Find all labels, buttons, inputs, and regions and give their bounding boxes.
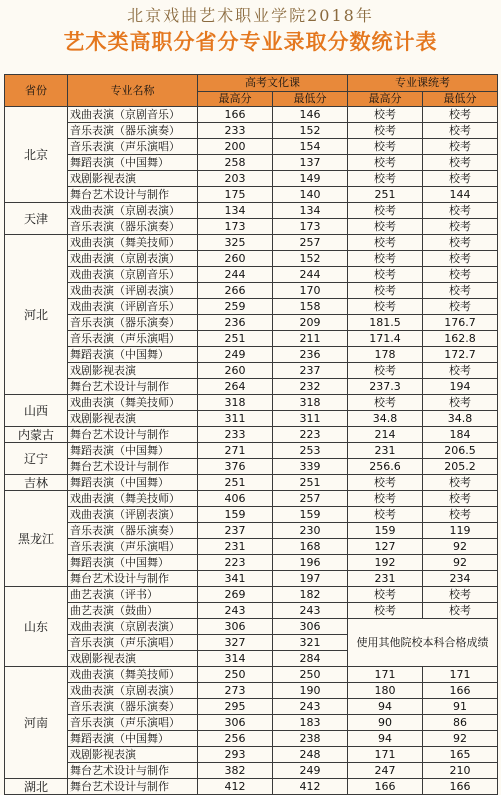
province-cell: 内蒙古 xyxy=(5,427,68,443)
table-row xyxy=(5,555,498,571)
culture-max-cell: 237 xyxy=(198,523,273,539)
table-row xyxy=(5,331,498,347)
major-cell: 舞蹈表演（中国舞） xyxy=(68,347,198,363)
culture-min-cell: 249 xyxy=(273,763,348,779)
exam-max-cell: 校考 xyxy=(348,587,423,603)
province-cell: 黑龙江 xyxy=(5,491,68,587)
culture-min-cell: 196 xyxy=(273,555,348,571)
major-cell: 舞蹈表演（中国舞） xyxy=(68,731,198,747)
exam-max-cell: 校考 xyxy=(348,123,423,139)
exam-min-cell: 166 xyxy=(423,683,498,699)
culture-min-cell: 154 xyxy=(273,139,348,155)
table-row xyxy=(5,587,498,603)
culture-max-cell: 258 xyxy=(198,155,273,171)
culture-max-cell: 327 xyxy=(198,635,273,651)
table-row xyxy=(5,411,498,427)
culture-max-cell: 134 xyxy=(198,203,273,219)
culture-min-cell: 146 xyxy=(273,107,348,123)
exam-min-cell: 184 xyxy=(423,427,498,443)
province-cell: 河南 xyxy=(5,667,68,779)
table-row xyxy=(5,459,498,475)
province-cell: 吉林 xyxy=(5,475,68,491)
exam-min-cell: 校考 xyxy=(423,299,498,315)
major-cell: 戏曲表演（京剧表演） xyxy=(68,619,198,635)
exam-min-cell: 206.5 xyxy=(423,443,498,459)
exam-min-cell: 校考 xyxy=(423,507,498,523)
culture-min-cell: 140 xyxy=(273,187,348,203)
culture-max-cell: 260 xyxy=(198,251,273,267)
table-row xyxy=(5,123,498,139)
culture-min-cell: 137 xyxy=(273,155,348,171)
major-cell: 戏曲表演（舞美技师） xyxy=(68,235,198,251)
exam-min-cell: 校考 xyxy=(423,139,498,155)
major-cell: 舞台艺术设计与制作 xyxy=(68,571,198,587)
header-major: 专业名称 xyxy=(68,75,198,107)
culture-max-cell: 233 xyxy=(198,123,273,139)
culture-max-cell: 382 xyxy=(198,763,273,779)
major-cell: 音乐表演（声乐演唱） xyxy=(68,715,198,731)
culture-max-cell: 318 xyxy=(198,395,273,411)
table-row xyxy=(5,379,498,395)
table-row xyxy=(5,155,498,171)
exam-min-cell: 162.8 xyxy=(423,331,498,347)
culture-min-cell: 311 xyxy=(273,411,348,427)
major-cell: 舞台艺术设计与制作 xyxy=(68,763,198,779)
exam-min-cell: 校考 xyxy=(423,203,498,219)
culture-min-cell: 250 xyxy=(273,667,348,683)
table-row xyxy=(5,491,498,507)
exam-max-cell: 校考 xyxy=(348,107,423,123)
exam-max-cell: 校考 xyxy=(348,267,423,283)
culture-min-cell: 190 xyxy=(273,683,348,699)
culture-min-cell: 170 xyxy=(273,283,348,299)
exam-max-cell: 237.3 xyxy=(348,379,423,395)
culture-min-cell: 318 xyxy=(273,395,348,411)
major-cell: 戏剧影视表演 xyxy=(68,651,198,667)
table-row xyxy=(5,715,498,731)
school-year-header: 北京戏曲艺术职业学院2018年 xyxy=(127,5,374,25)
culture-min-cell: 158 xyxy=(273,299,348,315)
major-cell: 音乐表演（声乐演唱） xyxy=(68,331,198,347)
table-row xyxy=(5,683,498,699)
table-row xyxy=(5,203,498,219)
exam-max-cell: 校考 xyxy=(348,363,423,379)
culture-max-cell: 203 xyxy=(198,171,273,187)
table-row xyxy=(5,187,498,203)
table-row xyxy=(5,299,498,315)
header-province: 省份 xyxy=(5,75,68,107)
culture-max-cell: 264 xyxy=(198,379,273,395)
culture-min-cell: 159 xyxy=(273,507,348,523)
culture-min-cell: 243 xyxy=(273,603,348,619)
exam-min-cell: 91 xyxy=(423,699,498,715)
major-cell: 音乐表演（器乐演奏） xyxy=(68,699,198,715)
exam-max-cell: 校考 xyxy=(348,251,423,267)
table-row xyxy=(5,219,498,235)
major-cell: 戏曲表演（京剧表演） xyxy=(68,203,198,219)
province-cell: 湖北 xyxy=(5,779,68,795)
culture-max-cell: 260 xyxy=(198,363,273,379)
table-row xyxy=(5,667,498,683)
culture-max-cell: 406 xyxy=(198,491,273,507)
major-cell: 戏曲表演（京剧音乐） xyxy=(68,267,198,283)
table-row xyxy=(5,603,498,619)
culture-max-cell: 376 xyxy=(198,459,273,475)
table-row xyxy=(5,363,498,379)
major-cell: 音乐表演（器乐演奏） xyxy=(68,315,198,331)
exam-min-cell: 校考 xyxy=(423,123,498,139)
culture-min-cell: 149 xyxy=(273,171,348,187)
culture-min-cell: 134 xyxy=(273,203,348,219)
culture-max-cell: 231 xyxy=(198,539,273,555)
exam-min-cell: 171 xyxy=(423,667,498,683)
exam-min-cell: 86 xyxy=(423,715,498,731)
exam-max-cell: 251 xyxy=(348,187,423,203)
exam-min-cell: 校考 xyxy=(423,171,498,187)
exam-max-cell: 校考 xyxy=(348,603,423,619)
culture-max-cell: 233 xyxy=(198,427,273,443)
major-cell: 音乐表演（声乐演唱） xyxy=(68,635,198,651)
culture-min-cell: 173 xyxy=(273,219,348,235)
exam-max-cell: 校考 xyxy=(348,395,423,411)
culture-min-cell: 211 xyxy=(273,331,348,347)
exam-min-cell: 166 xyxy=(423,779,498,795)
table-row xyxy=(5,235,498,251)
culture-max-cell: 306 xyxy=(198,715,273,731)
exam-min-cell: 194 xyxy=(423,379,498,395)
culture-max-cell: 311 xyxy=(198,411,273,427)
major-cell: 音乐表演（器乐演奏） xyxy=(68,219,198,235)
exam-max-cell: 94 xyxy=(348,699,423,715)
exam-max-cell: 256.6 xyxy=(348,459,423,475)
exam-min-cell: 210 xyxy=(423,763,498,779)
exam-max-cell: 127 xyxy=(348,539,423,555)
major-cell: 舞台艺术设计与制作 xyxy=(68,187,198,203)
exam-max-cell: 171.4 xyxy=(348,331,423,347)
culture-min-cell: 253 xyxy=(273,443,348,459)
culture-min-cell: 257 xyxy=(273,491,348,507)
table-row xyxy=(5,139,498,155)
table-row xyxy=(5,475,498,491)
exam-min-cell: 校考 xyxy=(423,155,498,171)
header-culture-group: 高考文化课 xyxy=(198,75,348,92)
table-row xyxy=(5,763,498,779)
culture-max-cell: 251 xyxy=(198,331,273,347)
culture-max-cell: 271 xyxy=(198,443,273,459)
major-cell: 音乐表演（器乐演奏） xyxy=(68,123,198,139)
province-cell: 北京 xyxy=(5,107,68,203)
culture-min-cell: 183 xyxy=(273,715,348,731)
exam-max-cell: 94 xyxy=(348,731,423,747)
culture-min-cell: 238 xyxy=(273,731,348,747)
major-cell: 戏曲表演（评剧表演） xyxy=(68,507,198,523)
exam-max-cell: 校考 xyxy=(348,155,423,171)
major-cell: 舞蹈表演（中国舞） xyxy=(68,155,198,171)
exam-min-cell: 119 xyxy=(423,523,498,539)
exam-min-cell: 校考 xyxy=(423,395,498,411)
table-row xyxy=(5,779,498,795)
exam-min-cell: 172.7 xyxy=(423,347,498,363)
exam-max-cell: 90 xyxy=(348,715,423,731)
exam-max-cell: 校考 xyxy=(348,299,423,315)
culture-max-cell: 273 xyxy=(198,683,273,699)
exam-min-cell: 校考 xyxy=(423,587,498,603)
exam-max-cell: 校考 xyxy=(348,219,423,235)
culture-min-cell: 232 xyxy=(273,379,348,395)
table-row xyxy=(5,107,498,123)
major-cell: 舞蹈表演（中国舞） xyxy=(68,555,198,571)
table-row xyxy=(5,523,498,539)
province-cell: 天津 xyxy=(5,203,68,235)
major-cell: 戏曲表演（京剧表演） xyxy=(68,683,198,699)
culture-min-cell: 248 xyxy=(273,747,348,763)
exam-note-cell: 使用其他院校本科合格成绩 xyxy=(348,619,498,667)
culture-min-cell: 209 xyxy=(273,315,348,331)
header-exam-group: 专业课统考 xyxy=(348,75,498,92)
exam-max-cell: 247 xyxy=(348,763,423,779)
exam-max-cell: 171 xyxy=(348,747,423,763)
culture-max-cell: 250 xyxy=(198,667,273,683)
exam-max-cell: 校考 xyxy=(348,235,423,251)
table-row xyxy=(5,347,498,363)
table-row xyxy=(5,251,498,267)
culture-max-cell: 341 xyxy=(198,571,273,587)
exam-max-cell: 校考 xyxy=(348,203,423,219)
major-cell: 戏剧影视表演 xyxy=(68,747,198,763)
culture-max-cell: 173 xyxy=(198,219,273,235)
culture-min-cell: 306 xyxy=(273,619,348,635)
table-row xyxy=(5,443,498,459)
major-cell: 舞台艺术设计与制作 xyxy=(68,459,198,475)
table-row xyxy=(5,747,498,763)
exam-min-cell: 165 xyxy=(423,747,498,763)
table-row xyxy=(5,283,498,299)
culture-min-cell: 152 xyxy=(273,251,348,267)
culture-min-cell: 321 xyxy=(273,635,348,651)
major-cell: 戏曲表演（京剧表演） xyxy=(68,251,198,267)
table-row xyxy=(5,571,498,587)
culture-min-cell: 339 xyxy=(273,459,348,475)
exam-max-cell: 178 xyxy=(348,347,423,363)
culture-max-cell: 412 xyxy=(198,779,273,795)
culture-min-cell: 152 xyxy=(273,123,348,139)
table-row xyxy=(5,315,498,331)
table-body xyxy=(5,107,498,795)
exam-max-cell: 34.8 xyxy=(348,411,423,427)
table-row xyxy=(5,731,498,747)
exam-min-cell: 校考 xyxy=(423,475,498,491)
exam-max-cell: 166 xyxy=(348,779,423,795)
exam-min-cell: 校考 xyxy=(423,219,498,235)
table-row xyxy=(5,427,498,443)
province-cell: 辽宁 xyxy=(5,443,68,475)
major-cell: 戏曲表演（舞美技师） xyxy=(68,491,198,507)
major-cell: 音乐表演（声乐演唱） xyxy=(68,139,198,155)
major-cell: 戏曲表演（评剧音乐） xyxy=(68,299,198,315)
admission-score-table-wrapper xyxy=(4,74,497,795)
culture-min-cell: 223 xyxy=(273,427,348,443)
province-cell: 山西 xyxy=(5,395,68,427)
major-cell: 戏曲表演（舞美技师） xyxy=(68,667,198,683)
major-cell: 戏曲表演（评剧表演） xyxy=(68,283,198,299)
exam-min-cell: 校考 xyxy=(423,235,498,251)
table-row xyxy=(5,619,498,635)
exam-max-cell: 180 xyxy=(348,683,423,699)
culture-max-cell: 269 xyxy=(198,587,273,603)
culture-min-cell: 236 xyxy=(273,347,348,363)
table-row xyxy=(5,395,498,411)
document-title: 艺术类高职分省分专业录取分数统计表 xyxy=(63,30,438,54)
major-cell: 曲艺表演（评书） xyxy=(68,587,198,603)
exam-min-cell: 234 xyxy=(423,571,498,587)
major-cell: 舞蹈表演（中国舞） xyxy=(68,475,198,491)
header-exam-max: 最高分 xyxy=(348,92,423,107)
admission-score-table xyxy=(4,74,498,795)
major-cell: 舞台艺术设计与制作 xyxy=(68,779,198,795)
major-cell: 戏曲表演（舞美技师） xyxy=(68,395,198,411)
exam-min-cell: 校考 xyxy=(423,363,498,379)
culture-max-cell: 166 xyxy=(198,107,273,123)
exam-min-cell: 144 xyxy=(423,187,498,203)
culture-max-cell: 325 xyxy=(198,235,273,251)
exam-max-cell: 214 xyxy=(348,427,423,443)
major-cell: 戏剧影视表演 xyxy=(68,171,198,187)
exam-max-cell: 181.5 xyxy=(348,315,423,331)
culture-min-cell: 237 xyxy=(273,363,348,379)
exam-max-cell: 校考 xyxy=(348,475,423,491)
table-header xyxy=(5,75,498,107)
culture-max-cell: 266 xyxy=(198,283,273,299)
exam-min-cell: 校考 xyxy=(423,491,498,507)
exam-max-cell: 校考 xyxy=(348,491,423,507)
major-cell: 曲艺表演（鼓曲） xyxy=(68,603,198,619)
culture-max-cell: 314 xyxy=(198,651,273,667)
exam-min-cell: 校考 xyxy=(423,267,498,283)
culture-max-cell: 295 xyxy=(198,699,273,715)
major-cell: 舞台艺术设计与制作 xyxy=(68,427,198,443)
culture-max-cell: 200 xyxy=(198,139,273,155)
exam-max-cell: 校考 xyxy=(348,507,423,523)
header-culture-min: 最低分 xyxy=(273,92,348,107)
table-row xyxy=(5,507,498,523)
exam-min-cell: 校考 xyxy=(423,251,498,267)
table-row xyxy=(5,171,498,187)
culture-max-cell: 256 xyxy=(198,731,273,747)
major-cell: 戏剧影视表演 xyxy=(68,411,198,427)
culture-min-cell: 168 xyxy=(273,539,348,555)
culture-min-cell: 257 xyxy=(273,235,348,251)
major-cell: 音乐表演（器乐演奏） xyxy=(68,523,198,539)
province-cell: 山东 xyxy=(5,587,68,667)
culture-max-cell: 251 xyxy=(198,475,273,491)
exam-max-cell: 校考 xyxy=(348,171,423,187)
exam-max-cell: 231 xyxy=(348,571,423,587)
culture-max-cell: 249 xyxy=(198,347,273,363)
header-exam-min: 最低分 xyxy=(423,92,498,107)
exam-max-cell: 159 xyxy=(348,523,423,539)
culture-max-cell: 175 xyxy=(198,187,273,203)
culture-max-cell: 243 xyxy=(198,603,273,619)
exam-min-cell: 校考 xyxy=(423,283,498,299)
culture-min-cell: 284 xyxy=(273,651,348,667)
culture-min-cell: 412 xyxy=(273,779,348,795)
exam-min-cell: 176.7 xyxy=(423,315,498,331)
exam-max-cell: 231 xyxy=(348,443,423,459)
exam-min-cell: 92 xyxy=(423,539,498,555)
major-cell: 戏剧影视表演 xyxy=(68,363,198,379)
culture-min-cell: 230 xyxy=(273,523,348,539)
culture-max-cell: 236 xyxy=(198,315,273,331)
culture-max-cell: 223 xyxy=(198,555,273,571)
exam-max-cell: 校考 xyxy=(348,283,423,299)
header-culture-max: 最高分 xyxy=(198,92,273,107)
culture-min-cell: 244 xyxy=(273,267,348,283)
major-cell: 音乐表演（声乐演唱） xyxy=(68,539,198,555)
culture-min-cell: 243 xyxy=(273,699,348,715)
exam-min-cell: 205.2 xyxy=(423,459,498,475)
major-cell: 舞蹈表演（中国舞） xyxy=(68,443,198,459)
culture-max-cell: 306 xyxy=(198,619,273,635)
exam-max-cell: 192 xyxy=(348,555,423,571)
table-row xyxy=(5,539,498,555)
province-cell: 河北 xyxy=(5,235,68,395)
culture-max-cell: 159 xyxy=(198,507,273,523)
exam-min-cell: 34.8 xyxy=(423,411,498,427)
culture-max-cell: 293 xyxy=(198,747,273,763)
table-row xyxy=(5,699,498,715)
culture-max-cell: 244 xyxy=(198,267,273,283)
culture-min-cell: 182 xyxy=(273,587,348,603)
exam-min-cell: 校考 xyxy=(423,603,498,619)
exam-min-cell: 92 xyxy=(423,731,498,747)
major-cell: 舞台艺术设计与制作 xyxy=(68,379,198,395)
exam-max-cell: 171 xyxy=(348,667,423,683)
culture-min-cell: 251 xyxy=(273,475,348,491)
culture-max-cell: 259 xyxy=(198,299,273,315)
culture-min-cell: 197 xyxy=(273,571,348,587)
exam-min-cell: 校考 xyxy=(423,107,498,123)
exam-max-cell: 校考 xyxy=(348,139,423,155)
table-row xyxy=(5,267,498,283)
exam-min-cell: 92 xyxy=(423,555,498,571)
major-cell: 戏曲表演（京剧音乐） xyxy=(68,107,198,123)
